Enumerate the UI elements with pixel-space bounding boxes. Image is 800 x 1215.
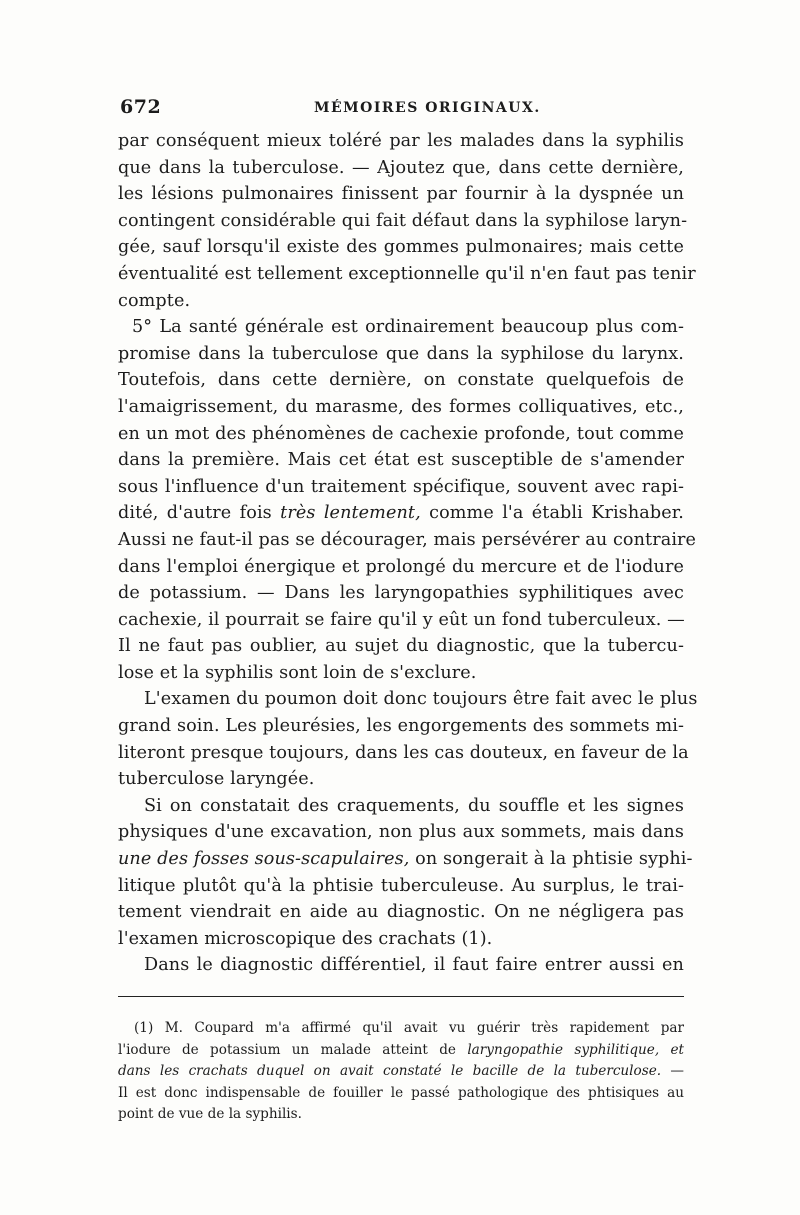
text-line: l'examen microscopique des crachats (1). xyxy=(118,928,493,949)
italic-segment: dans les crachats duquel on avait constaté le bacille de la tuberculose. xyxy=(118,1063,662,1080)
text-line: physiques d'une excavation, non plus aux sommets, mais dans xyxy=(118,822,684,843)
text-line: contingent considérable qui fait défaut dans la syphilose laryn- xyxy=(118,210,688,231)
text-line: éventualité est tellement exceptionnelle qu'il n'en faut pas tenir xyxy=(118,263,696,284)
body-text xyxy=(118,128,698,979)
text-line: Si on constatait des craquements, du souffle et les signes xyxy=(144,795,684,816)
text-line: 5° La santé générale est ordinairement beaucoup plus com- xyxy=(132,317,684,338)
text-segment: — xyxy=(670,1063,684,1080)
text-segment: comme l'a établi Krishaber. xyxy=(429,503,684,524)
text-line: cachexie, il pourrait se faire qu'il y eût un fond tuberculeux. — xyxy=(118,609,685,630)
text-line: Dans le diagnostic différentiel, il faut faire entrer aussi en xyxy=(144,955,684,976)
italic-segment: une des fosses sous-scapulaires, xyxy=(118,849,410,870)
text-line: tuberculose laryngée. xyxy=(118,769,315,790)
text-segment: dité, d'autre fois xyxy=(118,503,272,524)
text-line: Il ne faut pas oublier, au sujet du diagnostic, que la tubercu- xyxy=(118,636,684,657)
text-line: en un mot des phénomènes de cachexie profonde, tout comme xyxy=(118,423,684,444)
text-line: de potassium. — Dans les laryngopathies syphilitiques avec xyxy=(118,583,684,604)
footnote-line: (1) M. Coupard m'a affirmé qu'il avait vu guérir très rapidement par xyxy=(134,1020,684,1036)
text-line: literont presque toujours, dans les cas douteux, en faveur de la xyxy=(118,742,689,763)
text-line: dans l'emploi énergique et prolongé du mercure et de l'iodure xyxy=(118,556,684,577)
text-line: lose et la syphilis sont loin de s'exclure. xyxy=(118,662,477,683)
footnote-line: Il est donc indispensable de fouiller le passé pathologique des phtisiques au xyxy=(118,1084,684,1101)
text-line: Aussi ne faut-il pas se décourager, mais persévérer au contraire xyxy=(118,529,697,550)
text-line: promise dans la tuberculose que dans la syphilose du larynx. xyxy=(118,343,684,364)
text-line: que dans la tuberculose. — Ajoutez que, dans cette dernière, xyxy=(118,157,684,178)
text-line: Toutefois, dans cette dernière, on constate quelquefois de xyxy=(118,370,684,391)
text-line-mixed xyxy=(118,500,684,527)
text-segment: on songerait à la phtisie syphi- xyxy=(415,849,693,870)
text-line-mixed xyxy=(118,846,693,873)
text-line: L'examen du poumon doit donc toujours être fait avec le plus xyxy=(144,689,698,710)
text-line: sous l'influence d'un traitement spécifique, souvent avec rapi- xyxy=(118,476,684,497)
text-line: l'amaigrissement, du marasme, des formes colliquatives, etc., xyxy=(118,396,684,417)
footnote-line-mixed xyxy=(118,1061,684,1083)
footnote-line-mixed xyxy=(118,1040,684,1062)
text-line: litique plutôt qu'à la phtisie tuberculeuse. Au surplus, le trai- xyxy=(118,875,684,896)
footnote-line: point de vue de la syphilis. xyxy=(118,1106,302,1123)
footnote xyxy=(118,1018,684,1126)
text-line: dans la première. Mais cet état est susceptible de s'amender xyxy=(118,450,684,471)
running-title: MÉMOIRES ORIGINAUX. xyxy=(314,100,541,116)
text-segment: l'iodure de potassium un malade atteint de xyxy=(118,1041,456,1058)
page-number: 672 xyxy=(120,96,162,118)
text-line: compte. xyxy=(118,290,191,311)
page-header xyxy=(120,96,680,126)
italic-segment: laryngopathie syphilitique, et xyxy=(467,1041,684,1058)
text-line: grand soin. Les pleurésies, les engorgements des sommets mi- xyxy=(118,716,684,737)
text-line: les lésions pulmonaires finissent par fournir à la dyspnée un xyxy=(118,184,684,205)
text-line: tement viendrait en aide au diagnostic. On ne négligera pas xyxy=(118,902,684,923)
italic-segment: très lentement, xyxy=(280,503,421,524)
text-line: par conséquent mieux toléré par les malades dans la syphilis xyxy=(118,131,684,151)
text-line: gée, sauf lorsqu'il existe des gommes pulmonaires; mais cette xyxy=(118,237,684,258)
footnote-divider xyxy=(118,996,684,997)
